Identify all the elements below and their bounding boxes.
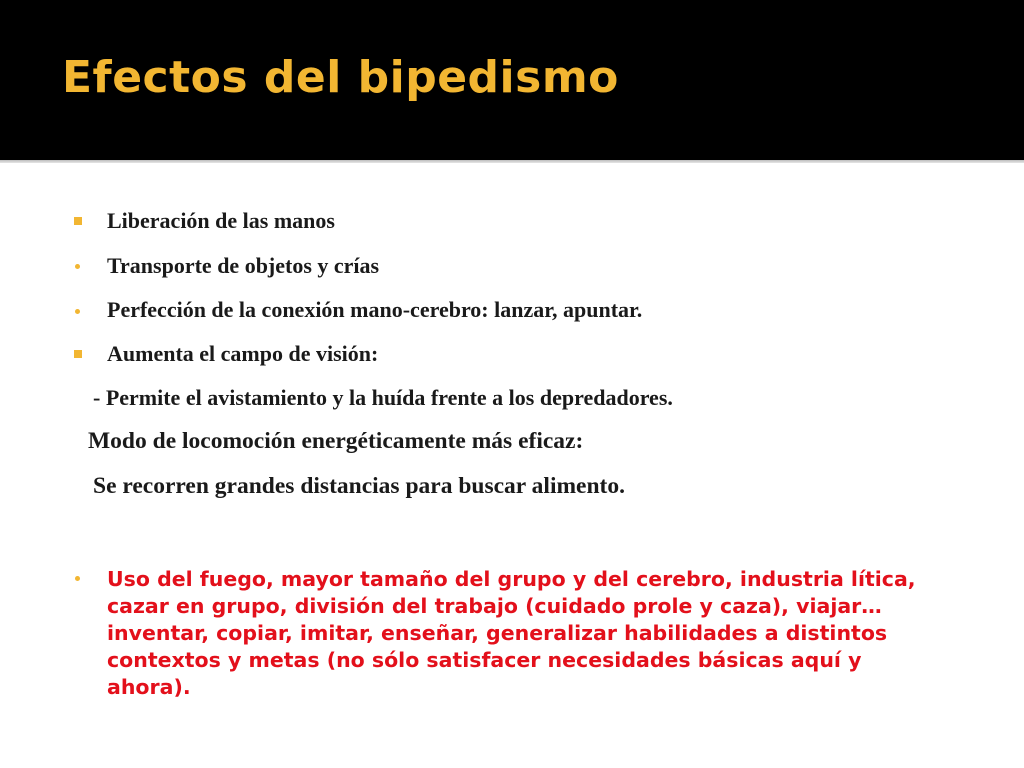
bullet-item-manos: Liberación de las manos [107,208,335,233]
text-distancias: Se recorren grandes distancias para buscar alimento. [93,473,625,499]
highlight-line: ahora). [107,675,191,699]
highlight-paragraph [107,566,987,701]
square-bullet-icon [74,350,82,358]
text-locomocion: Modo de locomoción energéticamente más eficaz: [88,428,584,454]
dot-bullet-icon [75,576,80,581]
slide-title: Efectos del bipedismo [62,52,619,103]
dot-bullet-icon [75,264,80,269]
title-divider [0,160,1024,163]
bullet-item-campo-vision: Aumenta el campo de visión: [107,341,379,366]
sub-item-avistamiento: - Permite el avistamiento y la huída frente a los depredadores. [93,385,673,410]
square-bullet-icon [74,217,82,225]
dot-bullet-icon [75,309,80,314]
bullet-item-transporte: Transporte de objetos y crías [107,253,380,278]
highlight-line: cazar en grupo, división del trabajo (cuidado prole y caza), viajar… [107,594,882,618]
highlight-line: contextos y metas (no sólo satisfacer necesidades básicas aquí y [107,648,862,672]
highlight-line: Uso del fuego, mayor tamaño del grupo y del cerebro, industria lítica, [107,567,916,591]
highlight-line: inventar, copiar, imitar, enseñar, generalizar habilidades a distintos [107,621,888,645]
title-bar [0,0,1024,160]
bullet-item-perfeccion: Perfección de la conexión mano-cerebro: lanzar, apuntar. [107,297,643,322]
